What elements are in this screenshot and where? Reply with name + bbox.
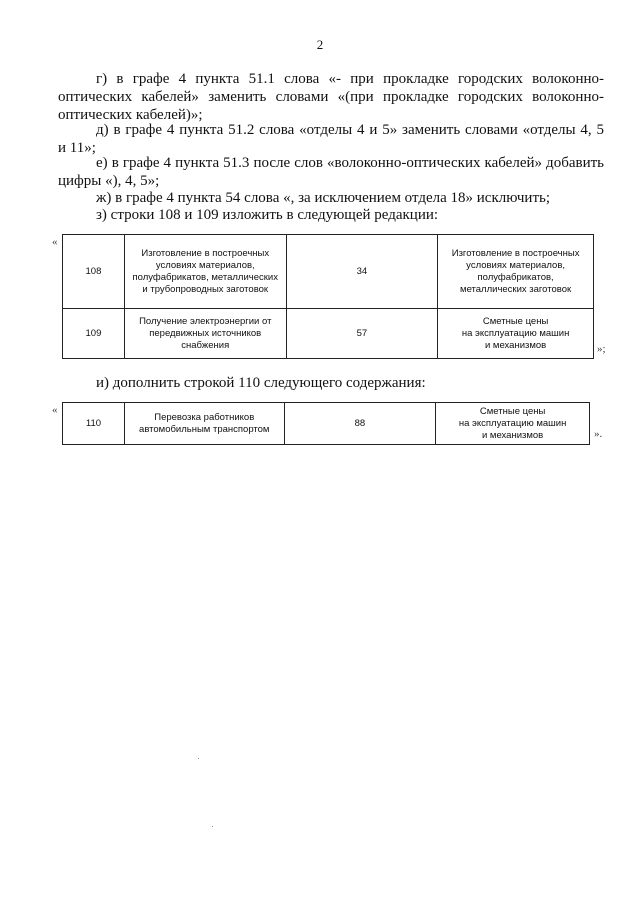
scan-speck [198, 758, 199, 759]
paragraph-e-line-1: е) в графе 4 пункта 51.3 после слов «волоконно-оптических кабелей» добавить [96, 155, 604, 171]
row-note-line: Сметные цены [482, 315, 549, 327]
row-name [124, 235, 286, 309]
scan-speck [212, 826, 213, 827]
row-note-line: металлических заготовок [460, 283, 572, 295]
table-row [63, 403, 590, 445]
paragraph-e [58, 154, 604, 190]
row-note-line: Изготовление в построечных [451, 247, 580, 259]
row-name-line: Перевозка работников [154, 411, 255, 423]
paragraph-d-line-1: д) в графе 4 пункта 51.2 слова «отделы 4 и 5» заменить словами «отделы 4, 5 [96, 122, 604, 138]
row-name-line: полуфабрикатов, металлических [132, 271, 278, 283]
paragraph-e-line-2: цифры «), 4, 5»; [58, 173, 160, 189]
row-note [438, 235, 594, 309]
row-note-line: на эксплуатацию машин [458, 417, 567, 429]
row-value: 88 [284, 403, 436, 445]
row-name-line: и трубопроводных заготовок [142, 283, 269, 295]
paragraph-zh [58, 189, 604, 207]
row-name-line: Получение электроэнергии от [139, 315, 272, 327]
paragraph-z-line: з) строки 108 и 109 изложить в следующей редакции: [96, 207, 439, 223]
table2-close-mark: ». [594, 428, 603, 440]
row-note-line: и механизмов [484, 339, 547, 351]
paragraph-g-line-2: оптических кабелей» заменить словами «(при прокладке городских волоконно- [58, 89, 604, 105]
row-note [438, 309, 594, 359]
paragraph-i [58, 374, 604, 392]
row-note-line: Сметные цены [479, 405, 546, 417]
paragraph-g-line-1: г) в графе 4 пункта 51.1 слова «- при прокладке городских волоконно- [96, 71, 604, 87]
row-number: 110 [63, 403, 125, 445]
row-note-line: условиях материалов, [466, 259, 566, 271]
table-row [63, 235, 594, 309]
row-value: 57 [286, 309, 438, 359]
row-note-line: полуфабрикатов, [477, 271, 554, 283]
row-note [436, 403, 590, 445]
paragraph-g-line-3: оптических кабелей)»; [58, 107, 203, 123]
paragraph-d [58, 121, 604, 157]
row-note-line: на эксплуатацию машин [461, 327, 570, 339]
row-note-line: и механизмов [481, 429, 544, 441]
paragraph-z [58, 206, 604, 224]
paragraph-i-line: и) дополнить строкой 110 следующего содержания: [96, 375, 426, 391]
paragraph-zh-line: ж) в графе 4 пункта 54 слова «, за исключением отдела 18» исключить; [96, 190, 551, 206]
row-number: 108 [63, 235, 125, 309]
table-rows-108-109 [62, 234, 594, 359]
table-row [63, 309, 594, 359]
row-number: 109 [63, 309, 125, 359]
row-name [124, 403, 284, 445]
row-value: 34 [286, 235, 438, 309]
page-number: 2 [316, 37, 324, 52]
row-name-line: условиях материалов, [155, 259, 255, 271]
table-row-110 [62, 402, 590, 445]
row-name-line: снабжения [181, 339, 230, 351]
table1-close-mark: »; [597, 343, 606, 355]
row-name [124, 309, 286, 359]
paragraph-g [58, 70, 604, 124]
row-name-line: передвижных источников [149, 327, 262, 339]
row-name-line: Изготовление в построечных [141, 247, 270, 259]
table1-open-quote: « [52, 236, 58, 248]
row-name-line: автомобильным транспортом [139, 423, 270, 435]
table2-open-quote: « [52, 404, 58, 416]
paragraph-d-line-2: и 11»; [58, 140, 96, 156]
